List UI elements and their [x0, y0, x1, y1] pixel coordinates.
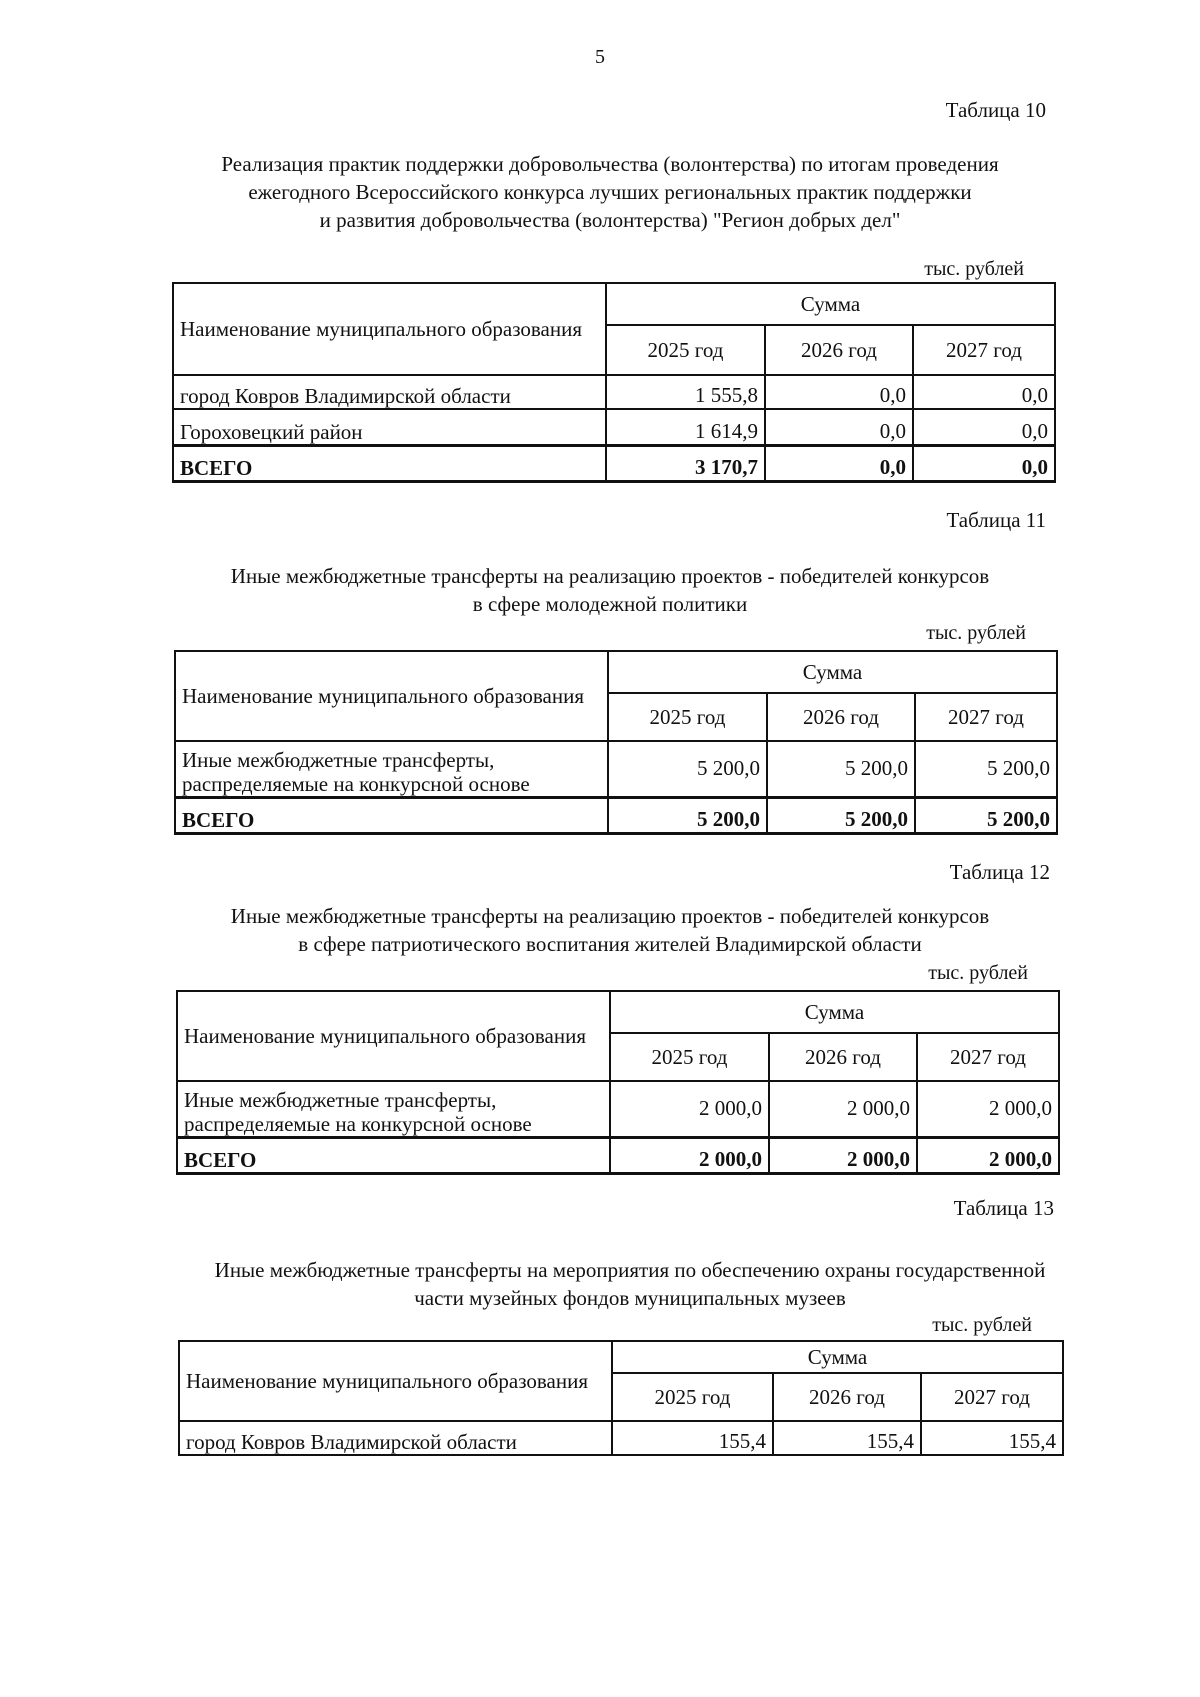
cell-2026: 155,4	[773, 1421, 921, 1455]
header-sum: Сумма	[606, 283, 1055, 325]
table-13-number: Таблица 13	[953, 1196, 1054, 1220]
cell-2026: 0,0	[765, 375, 913, 409]
table-row	[175, 741, 1057, 797]
total-2025: 2 000,0	[610, 1137, 769, 1173]
row-name: Иные межбюджетные трансферты, распределяемые на конкурсной основе	[175, 741, 608, 797]
header-name-col: Наименование муниципального образования	[175, 651, 608, 741]
header-year-2025: 2025 год	[606, 325, 765, 375]
cell-2027: 2 000,0	[917, 1081, 1059, 1137]
total-row	[175, 797, 1057, 833]
table-12-number: Таблица 12	[949, 860, 1050, 884]
table-10-title: Реализация практик поддержки добровольчества (волонтерства) по итогам проведения ежегодного Всероссийского конкурса лучших региональных практик поддержки и развития добровольчества (волонтерства) "Регион добрых дел"	[221, 152, 999, 232]
header-year-2026: 2026 год	[765, 325, 913, 375]
table-11-number: Таблица 11	[946, 508, 1046, 532]
header-year-2026: 2026 год	[773, 1373, 921, 1421]
table-12-title: Иные межбюджетные трансферты на реализацию проектов - победителей конкурсов в сфере патриотического воспитания жителей Владимирской области	[230, 904, 990, 956]
header-year-2027: 2027 год	[917, 1033, 1059, 1081]
cell-2027: 0,0	[913, 375, 1055, 409]
table-12-unit: тыс. рублей	[928, 962, 1028, 984]
total-2026: 0,0	[765, 445, 913, 481]
table-12	[176, 990, 1060, 1175]
table-11-title: Иные межбюджетные трансферты на реализацию проектов - победителей конкурсов в сфере молодежной политики	[230, 564, 990, 616]
header-year-2027: 2027 год	[915, 693, 1057, 741]
header-name-col: Наименование муниципального образования	[173, 283, 606, 375]
header-sum: Сумма	[608, 651, 1057, 693]
cell-2026: 5 200,0	[767, 741, 915, 797]
cell-2025: 2 000,0	[610, 1081, 769, 1137]
table-10-number: Таблица 10	[945, 98, 1046, 122]
total-2026: 5 200,0	[767, 797, 915, 833]
total-2026: 2 000,0	[769, 1137, 917, 1173]
row-name: Иные межбюджетные трансферты, распределяемые на конкурсной основе	[177, 1081, 610, 1137]
table-11	[174, 650, 1058, 835]
cell-2026: 0,0	[765, 409, 913, 445]
table-13-unit: тыс. рублей	[932, 1314, 1032, 1336]
table-10	[172, 282, 1056, 483]
table-11-unit: тыс. рублей	[926, 622, 1026, 644]
cell-2026: 2 000,0	[769, 1081, 917, 1137]
header-year-2027: 2027 год	[913, 325, 1055, 375]
total-row	[177, 1137, 1059, 1173]
header-year-2025: 2025 год	[610, 1033, 769, 1081]
total-2027: 5 200,0	[915, 797, 1057, 833]
header-year-2026: 2026 год	[767, 693, 915, 741]
table-row	[173, 409, 1055, 445]
total-2027: 0,0	[913, 445, 1055, 481]
table-row	[173, 375, 1055, 409]
header-name-col: Наименование муниципального образования	[179, 1341, 612, 1421]
page-number: 5	[595, 46, 605, 68]
total-label: ВСЕГО	[175, 797, 608, 833]
row-name: город Ковров Владимирской области	[173, 375, 606, 409]
total-2025: 5 200,0	[608, 797, 767, 833]
header-year-2025: 2025 год	[612, 1373, 773, 1421]
header-sum: Сумма	[610, 991, 1059, 1033]
cell-2027: 0,0	[913, 409, 1055, 445]
total-row	[173, 445, 1055, 481]
cell-2025: 5 200,0	[608, 741, 767, 797]
total-label: ВСЕГО	[177, 1137, 610, 1173]
cell-2025: 1 614,9	[606, 409, 765, 445]
total-label: ВСЕГО	[173, 445, 606, 481]
header-year-2025: 2025 год	[608, 693, 767, 741]
cell-2027: 155,4	[921, 1421, 1063, 1455]
row-name: Гороховецкий район	[173, 409, 606, 445]
header-year-2026: 2026 год	[769, 1033, 917, 1081]
header-name-col: Наименование муниципального образования	[177, 991, 610, 1081]
table-row	[179, 1421, 1063, 1455]
header-sum: Сумма	[612, 1341, 1063, 1373]
table-row	[177, 1081, 1059, 1137]
table-13	[178, 1340, 1064, 1456]
table-10-unit: тыс. рублей	[924, 258, 1024, 280]
total-2025: 3 170,7	[606, 445, 765, 481]
cell-2025: 1 555,8	[606, 375, 765, 409]
header-year-2027: 2027 год	[921, 1373, 1063, 1421]
table-13-title: Иные межбюджетные трансферты на мероприятия по обеспечению охраны государственной части музейных фондов муниципальных музеев	[214, 1258, 1046, 1310]
cell-2027: 5 200,0	[915, 741, 1057, 797]
total-2027: 2 000,0	[917, 1137, 1059, 1173]
cell-2025: 155,4	[612, 1421, 773, 1455]
row-name: город Ковров Владимирской области	[179, 1421, 612, 1455]
